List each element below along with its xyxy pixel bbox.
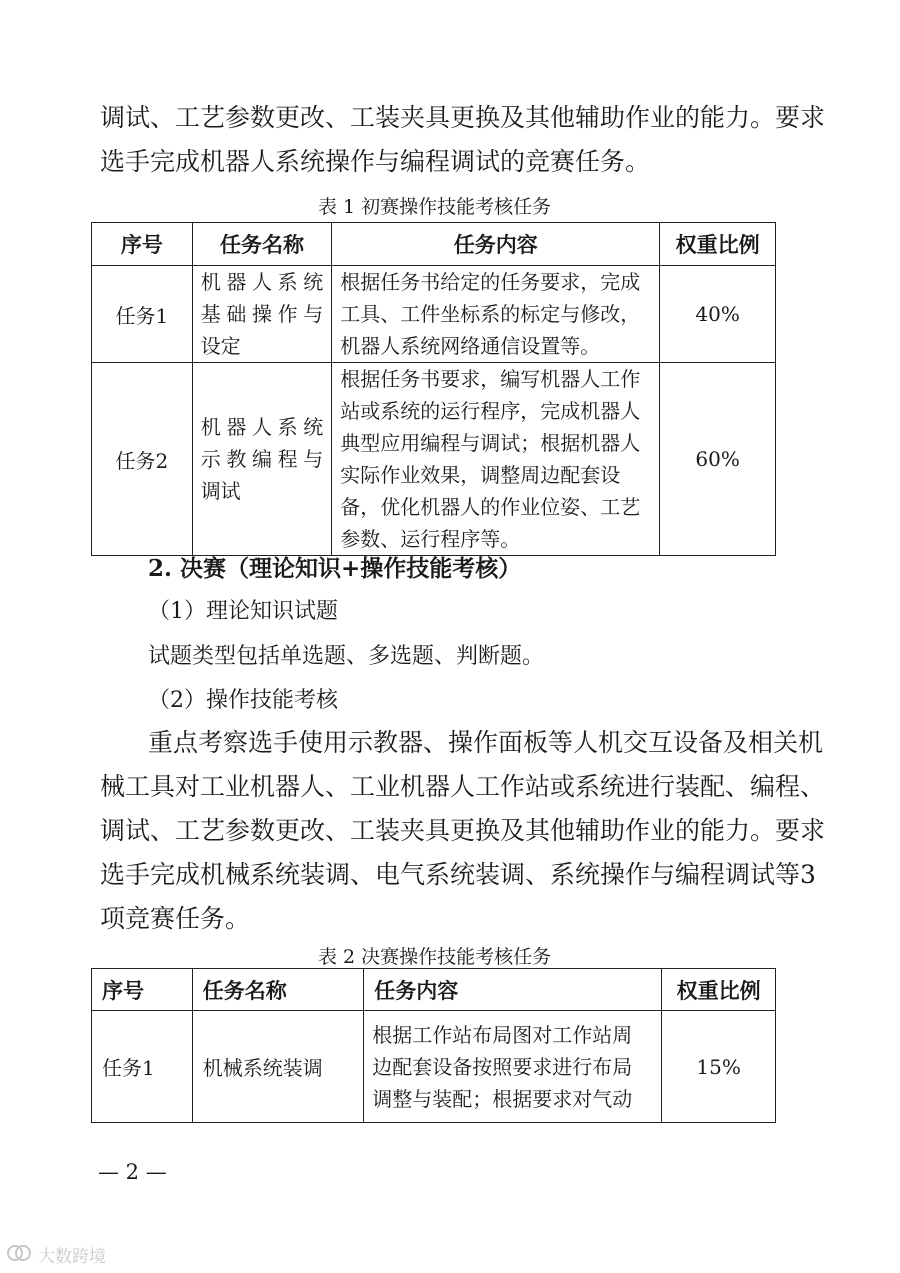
task-content-line: 边配套设备按照要求进行布局 — [372, 1054, 633, 1079]
table-row — [92, 1011, 776, 1123]
subsection-title-2: （2）操作技能考核 — [148, 688, 338, 713]
intro-line-1: 调试、工艺参数更改、工装夹具更换及其他辅助作业的能力。要求 — [100, 103, 826, 132]
task-content-line: 参数、运行程序等。 — [340, 527, 521, 551]
task-name — [192, 363, 332, 556]
table-row — [92, 363, 776, 556]
body-line-2: 械工具对工业机器人、工业机器人工作站或系统进行装配、编程、 — [100, 772, 826, 801]
table1-header-content: 任务内容 — [332, 223, 660, 266]
subsection-title-1: （1）理论知识试题 — [148, 599, 338, 624]
task-content-line: 实际作业效果，调整周边配套设 — [340, 463, 621, 487]
body-line-5: 项竞赛任务。 — [100, 904, 251, 933]
task-id: 任务2 — [92, 363, 193, 556]
task-name-line: 机器人系统 — [200, 415, 324, 439]
table1-caption: 表 1 初赛操作技能考核任务 — [318, 196, 552, 218]
subsection-text-1: 试题类型包括单选题、多选题、判断题。 — [148, 644, 545, 669]
task-content-line: 典型应用编程与调试；根据机器人 — [340, 431, 641, 455]
task-content-line: 根据任务书要求，编写机器人工作 — [340, 367, 641, 391]
intro-line-2: 选手完成机器人系统操作与编程调试的竞赛任务。 — [100, 147, 651, 176]
task-name-line: 调试 — [200, 479, 241, 503]
section-heading: 2. 决赛（理论知识+操作技能考核） — [148, 555, 522, 582]
watermark-logo-icon — [6, 1241, 32, 1265]
table2-header-weight: 权重比例 — [662, 969, 776, 1011]
task-name — [192, 266, 332, 363]
table2 — [91, 968, 776, 1123]
task-id: 任务1 — [92, 1011, 193, 1123]
table2-caption: 表 2 决赛操作技能考核任务 — [318, 946, 552, 968]
watermark-text: 大数跨境 — [38, 1247, 106, 1267]
task-id: 任务1 — [92, 266, 193, 363]
task-content — [332, 363, 660, 556]
task-content-line: 机器人系统网络通信设置等。 — [340, 334, 601, 358]
task-weight: 15% — [662, 1011, 776, 1123]
task-name-line: 设定 — [200, 334, 241, 358]
body-line-3: 调试、工艺参数更改、工装夹具更换及其他辅助作业的能力。要求 — [100, 816, 826, 845]
task-name-line: 示教编程与 — [200, 447, 324, 471]
table1-header-name: 任务名称 — [192, 223, 332, 266]
table2-header-id: 序号 — [92, 969, 193, 1011]
task-content — [332, 266, 660, 363]
table2-header-content: 任务内容 — [364, 969, 662, 1011]
task-content-line: 根据任务书给定的任务要求，完成 — [340, 270, 641, 294]
task-weight: 40% — [660, 266, 776, 363]
task-name-line: 机器人系统 — [200, 270, 324, 294]
table2-header-name: 任务名称 — [192, 969, 364, 1011]
task-content — [364, 1011, 662, 1123]
table2-header-row — [92, 969, 776, 1011]
table1 — [91, 222, 776, 556]
task-content-line: 调整与装配；根据要求对气动 — [372, 1086, 633, 1111]
table1-header-id: 序号 — [92, 223, 193, 266]
body-line-1: 重点考察选手使用示教器、操作面板等人机交互设备及相关机 — [148, 728, 824, 757]
task-content-line: 站或系统的运行程序，完成机器人 — [340, 399, 641, 423]
task-content-line: 根据工作站布局图对工作站周 — [372, 1022, 633, 1047]
task-name-line: 基础操作与 — [200, 302, 324, 326]
page-number: — 2 — — [98, 1160, 167, 1184]
table-row — [92, 266, 776, 363]
body-line-4: 选手完成机械系统装调、电气系统装调、系统操作与编程调试等3 — [100, 860, 816, 889]
task-content-line: 备，优化机器人的作业位姿、工艺 — [340, 495, 641, 519]
task-content-line: 工具、工件坐标系的标定与修改， — [340, 302, 641, 326]
table1-header-row — [92, 223, 776, 266]
table1-header-weight: 权重比例 — [660, 223, 776, 266]
watermark — [6, 1240, 126, 1266]
task-name: 机械系统装调 — [192, 1011, 364, 1123]
task-weight: 60% — [660, 363, 776, 556]
